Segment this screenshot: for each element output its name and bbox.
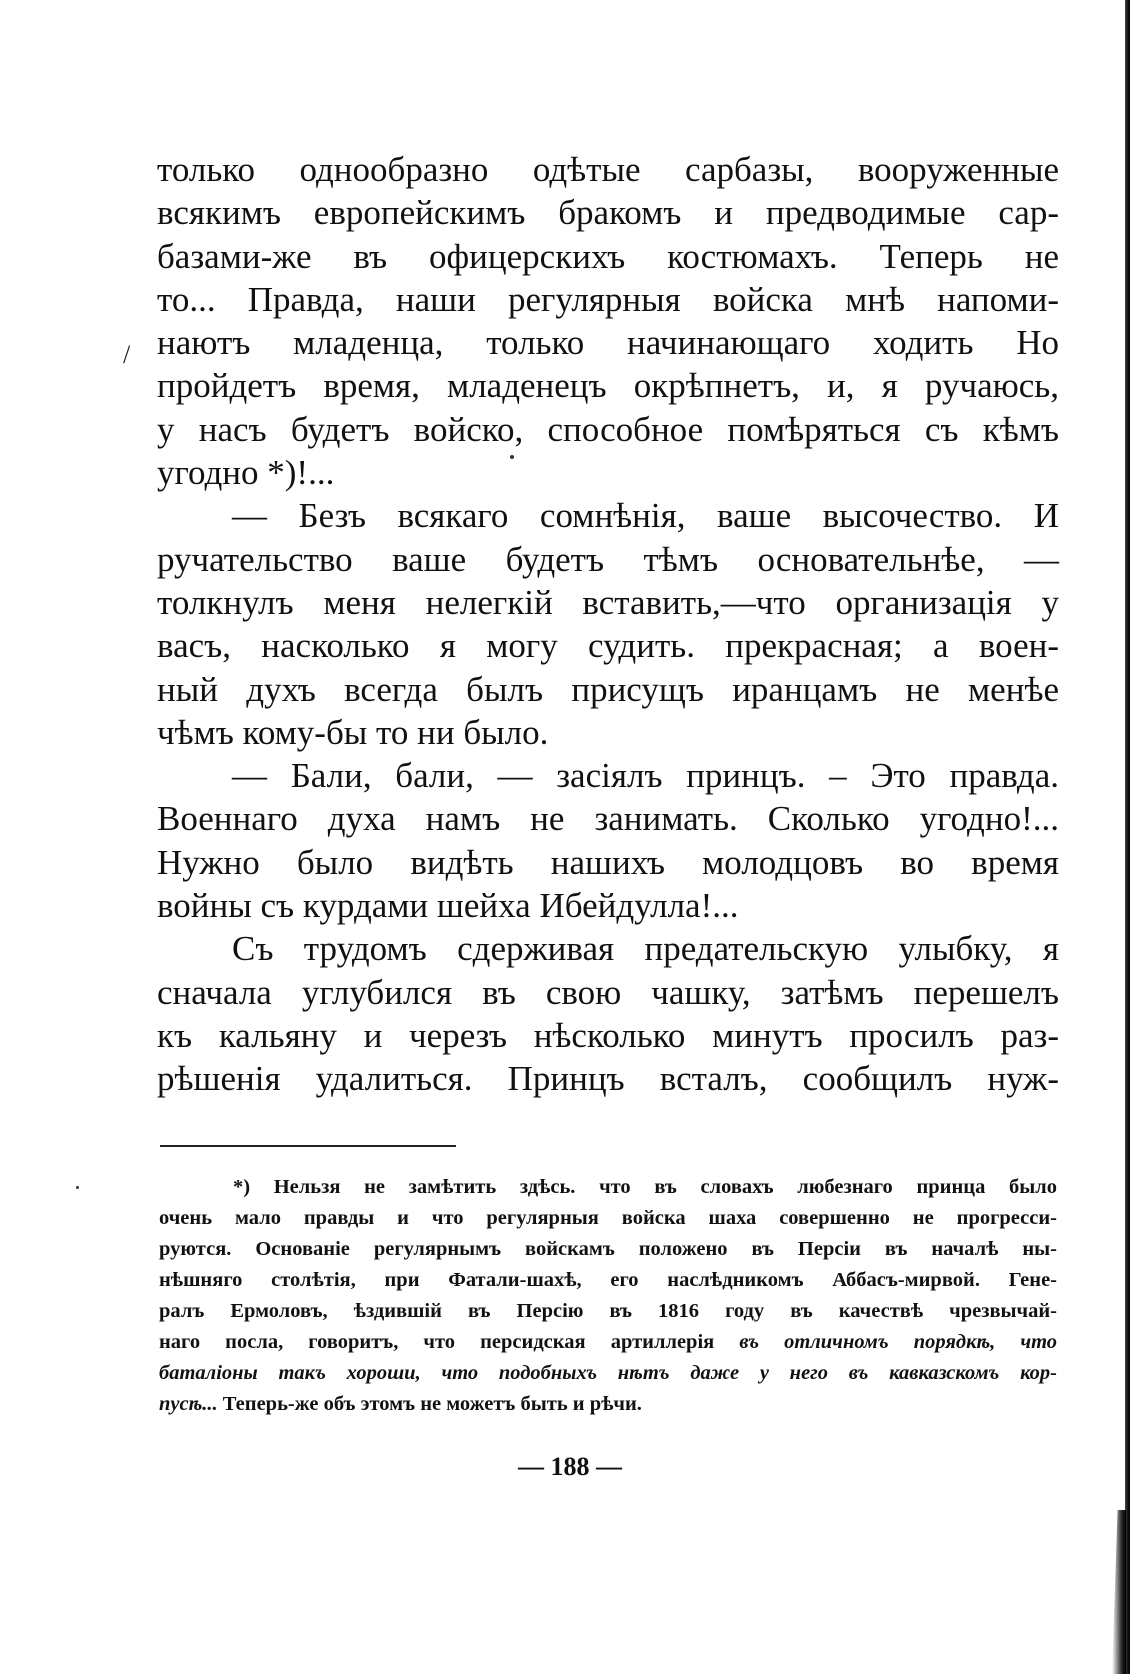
text-line: — Безъ всякаго сомнѣнія, ваше высочество. И [232,496,1059,536]
text-line: у насъ будетъ войско, способное помѣряться съ кѣмъ [157,409,1059,449]
footnote-line: нѣшняго столѣтія, при Фатали-шахѣ, его наслѣдникомъ Аббасъ-мирвой. Гене- [159,1269,1057,1291]
footnote-line [159,1358,1057,1389]
text-line: сначала углубился въ свою чашку, затѣмъ перешелъ [157,972,1059,1012]
text-line: ручательство ваше будетъ тѣмъ основательнѣе, — [157,539,1059,579]
text-line: только однообразно одѣтые сарбазы, вооруженные [157,150,1059,189]
text-line: толкнулъ меня нелегкій вставить,—что организація у [157,582,1059,622]
main-text [157,148,1059,1101]
text-line: ный духъ всегда былъ присущъ иранцамъ не менѣе [157,669,1059,709]
footnote-line [159,1389,1057,1420]
text-line: Съ трудомъ сдерживая предательскую улыбку, я [232,929,1059,969]
footnote-line: руются. Основаніе регулярнымъ войскамъ положено въ Персіи въ началѣ ны- [159,1238,1057,1260]
footnote [159,1172,1057,1420]
text-line: войны съ курдами шейха Ибейдулла!... [157,886,739,926]
text-line: Военнаго духа намъ не занимать. Сколько угодно!... [157,799,1059,839]
text-line: пройдетъ время, младенецъ окрѣпнетъ, и, я ручаюсь, [157,366,1059,406]
footnote-quote: пусѣ... [159,1393,218,1415]
text-line: васъ, насколько я могу судить. прекрасная; а воен- [157,626,1059,666]
footnote-text: Теперь-же объ этомъ не можетъ быть и рѣчи. [217,1393,642,1415]
footnote-line: *) Нельзя не замѣтить здѣсь. что въ словахъ любезнаго принца было [233,1176,1057,1198]
text-line: рѣшенія удалиться. Принцъ всталъ, сообщилъ нуж- [157,1059,1059,1099]
text-line: наютъ младенца, только начинающаго ходить Но [157,323,1059,363]
text-line: чѣмъ кому-бы то ни было. [157,712,549,752]
footnote-line: очень мало правды и что регулярныя войска шаха совершенно не прогресси- [159,1207,1057,1229]
page-edge-shadow [1125,0,1130,1674]
page-number: — 188 — [518,1452,622,1481]
text-line: базами-же въ офицерскихъ костюмахъ. Теперь не [157,236,1059,276]
footnote-separator [160,1145,456,1147]
text-line: то... Правда, наши регулярныя войска мнѣ напоми- [157,279,1059,319]
text-line: всякимъ европейскимъ бракомъ и предводимые сар- [157,193,1059,233]
footnote-text: наго посла, говоритъ, что персидская артиллерія [159,1331,740,1353]
text-line: — Бали, бали, — засіялъ принцъ. – Это правда. [232,756,1059,796]
text-line: угодно *)!... [157,453,335,493]
print-speck [76,1186,79,1189]
text-line: къ кальяну и черезъ нѣсколько минутъ просилъ раз- [157,1015,1059,1055]
footnote-quote: баталіоны такъ хороши, что подобныхъ нѣтъ даже у него въ кавказскомъ кор- [159,1362,1057,1384]
footnote-quote: въ отличномъ порядкѣ, что [739,1331,1058,1353]
text-line: Нужно было видѣть нашихъ молодцовъ во время [157,842,1059,882]
margin-mark: / [123,340,131,369]
footnote-line [159,1327,1057,1358]
page-edge-shadow-bottom [1112,1510,1126,1674]
footnote-line: ралъ Ермоловъ, ѣздившій въ Персію въ 1816 году въ качествѣ чрезвычай- [159,1300,1057,1322]
